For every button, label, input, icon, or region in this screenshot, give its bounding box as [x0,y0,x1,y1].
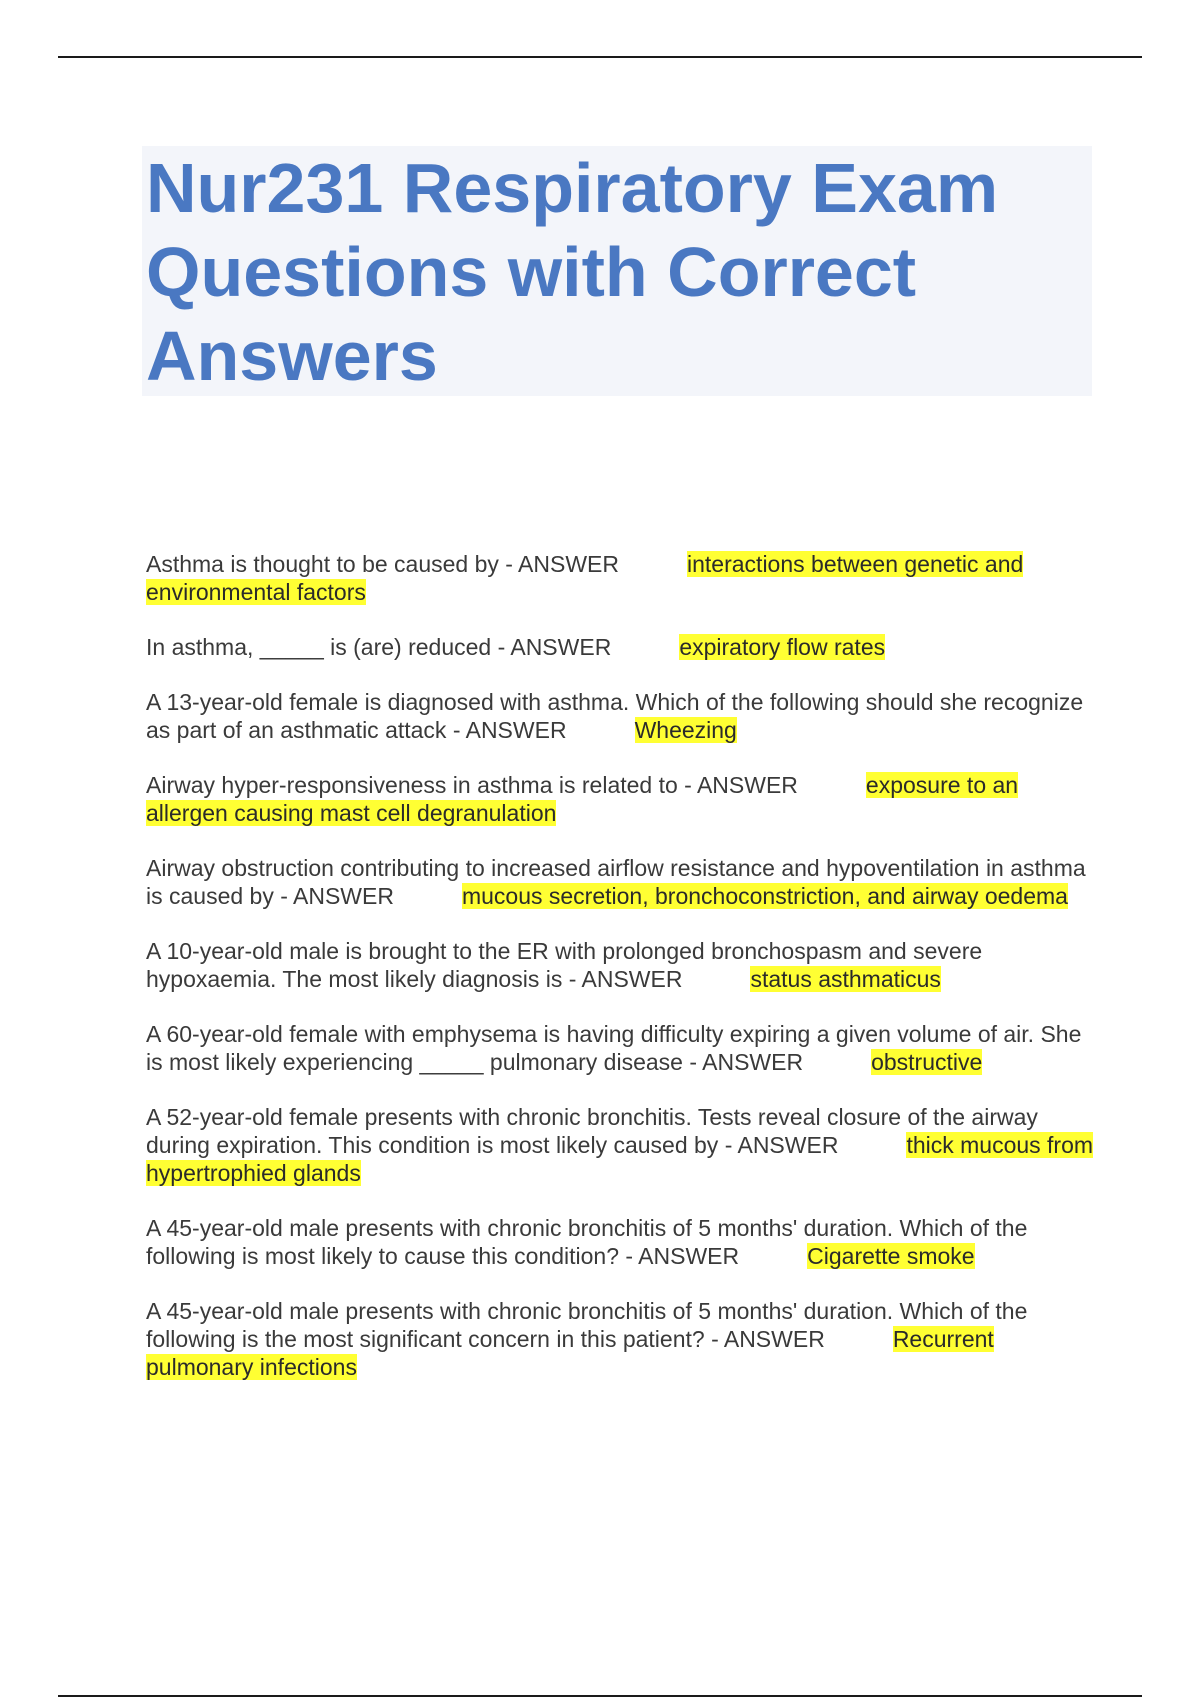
question-text: In asthma, _____ is (are) reduced - ANSWER [146,634,612,660]
question-text: Airway hyper-responsiveness in asthma is related to - ANSWER [146,772,798,798]
answer-highlight: Wheezing [634,717,737,743]
qa-item [146,1020,1096,1076]
question-text: A 10-year-old male is brought to the ER with prolonged bronchospasm and severe hypoxaemia. The most likely diagnosis is - ANSWER [146,938,983,992]
qa-list [146,550,1096,1408]
qa-item [146,688,1096,744]
question-text: A 13-year-old female is diagnosed with asthma. Which of the following should she recognize as part of an asthmatic attack - ANSWER [146,689,1084,743]
question-text: A 45-year-old male presents with chronic bronchitis of 5 months' duration. Which of the following is the most significant concern in this patient? - ANSWER [146,1298,1028,1352]
answer-highlight: obstructive [871,1049,983,1075]
answer-highlight: expiratory flow rates [679,634,886,660]
footer-rule [58,1695,1142,1697]
answer-highlight: status asthmaticus [750,966,941,992]
question-text: Airway obstruction contributing to increased airflow resistance and hypoventilation in asthma is caused by - ANSWER [146,855,1086,909]
answer-highlight: thick mucous from hypertrophied glands [146,1132,1094,1186]
qa-item [146,1214,1096,1270]
answer-highlight: mucous secretion, bronchoconstriction, and airway oedema [461,883,1068,909]
qa-item [146,937,1096,993]
question-text: A 45-year-old male presents with chronic bronchitis of 5 months' duration. Which of the following is most likely to cause this condition? - ANSWER [146,1215,1028,1269]
qa-item [146,771,1096,827]
qa-item [146,854,1096,910]
qa-item [146,550,1096,606]
answer-highlight: Recurrent pulmonary infections [146,1326,994,1380]
qa-item [146,633,1096,661]
question-text: Asthma is thought to be caused by - ANSWER [146,551,620,577]
qa-item [146,1297,1096,1381]
question-text: A 52-year-old female presents with chronic bronchitis. Tests reveal closure of the airway during expiration. This condition is most likely caused by - ANSWER [146,1104,1038,1158]
qa-item [146,1103,1096,1187]
answer-highlight: exposure to an allergen causing mast cell degranulation [146,772,1019,826]
question-text: A 60-year-old female with emphysema is having difficulty expiring a given volume of air. She is most likely experiencing _____ pulmonary disease - ANSWER [146,1021,1082,1075]
answer-highlight: Cigarette smoke [807,1243,975,1269]
document-title: Nur231 Respiratory Exam Questions with Correct Answers [146,149,999,395]
header-rule [58,56,1142,58]
answer-highlight: interactions between genetic and environmental factors [146,551,1024,605]
